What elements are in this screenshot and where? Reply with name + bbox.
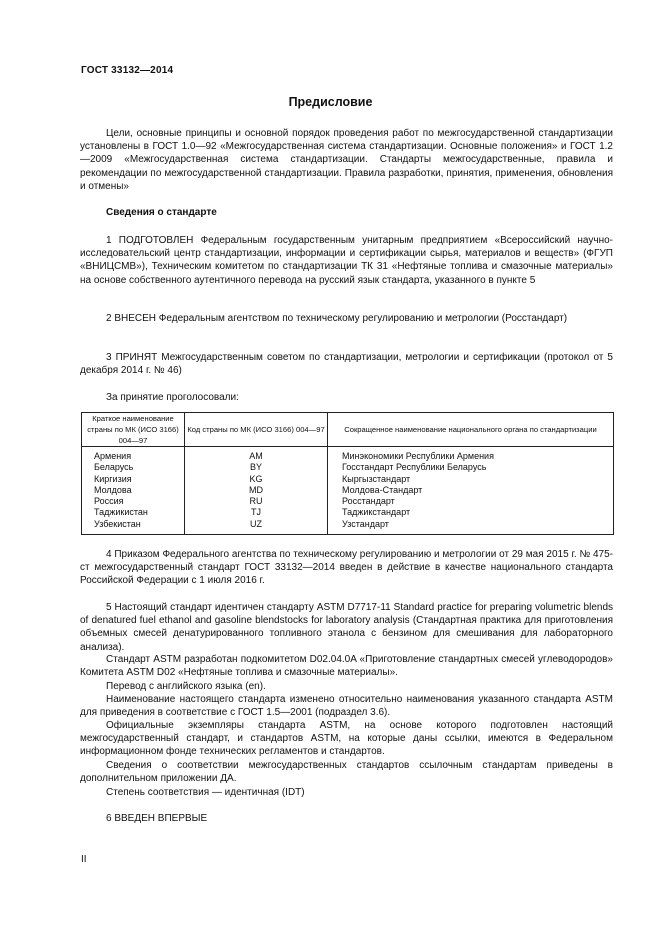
country-code: AM [249, 451, 263, 461]
table-header-row [82, 413, 614, 447]
country-name: Узбекистан [94, 518, 141, 529]
country-name: Беларусь [94, 462, 134, 473]
intro-paragraph: Цели, основные принципы и основной порядок проведения работ по межгосударственной стандартизации установлены в ГОСТ 1.0—92 «Межгосударственная система стандартизации. Основные положения» и ГОСТ 1.2—2009 «Межгосударственная система стандартизации. Стандарты межгосударственные, правила и рекомендации по межгосударственной стандартизации. Правила разработки, принятия, применения, обновления и отмены» [80, 128, 613, 192]
country-code: UZ [250, 518, 262, 529]
table-row [82, 447, 614, 535]
item-3-paragraph: 3 ПРИНЯТ Межгосударственным советом по стандартизации, метрологии и сертификации (протокол от 5 декабря 2014 г. № 46) [80, 352, 613, 377]
country-code: BY [249, 462, 262, 473]
item-5-references: Сведения о соответствии межгосударственных стандартов ссылочным стандартам приведены в дополнительном приложении ДА. [80, 760, 613, 785]
country-name: Таджикистан [94, 507, 148, 518]
vote-label: За принятие проголосовали: [106, 392, 239, 403]
code-cell [185, 447, 328, 535]
voting-table [81, 412, 614, 535]
country-code: RU [249, 496, 263, 507]
header-body: Сокращенное наименование национального органа по стандартизации [328, 413, 614, 447]
standards-body: Кыргызстандарт [342, 473, 411, 484]
page-title: Предисловие [288, 95, 373, 109]
standards-body: Узстандарт [342, 518, 389, 529]
country-name: Армения [94, 451, 132, 461]
item-5-subcommittee: Стандарт ASTM разработан подкомитетом D02.04.0A «Приготовление стандартных смесей углеводородов» Комитета ASTM D02 «Нефтяные топлива и смазочные материалы». [80, 654, 613, 679]
country-code: KG [249, 473, 263, 484]
standards-body: Госстандарт Республики Беларусь [342, 462, 487, 473]
item-5-name-change: Наименование настоящего стандарта изменено относительно наименования указанного стандарта ASTM для приведения в соответствие с ГОСТ 1.5—2001 (подраздел 3.6). [80, 694, 613, 719]
item-6-paragraph: 6 ВВЕДЕН ВПЕРВЫЕ [106, 813, 208, 824]
item-4-paragraph: 4 Приказом Федерального агентства по техническому регулированию и метрологии от 29 мая 2015 г. № 475-ст межгосударственный стандарт ГОСТ 33132—2014 введен в действие в качестве национального стандарта Российской Федерации с 1 июля 2016 г. [80, 549, 613, 587]
country-code: MD [249, 484, 263, 495]
country-name: Россия [94, 496, 124, 507]
section-title: Сведения о стандарте [106, 207, 217, 218]
header-country: Краткое наименование страны по МК (ИСО 3166) 004—97 [82, 413, 185, 447]
country-code: TJ [251, 507, 261, 518]
country-name: Киргизия [94, 473, 132, 484]
item-5-official-copies: Официальные экземпляры стандарта ASTM, на основе которого подготовлен настоящий межгосударственный стандарт, и стандартов ASTM, на которые даны ссылки, имеются в Федеральном информационном фонде технических регламентов и стандартов. [80, 720, 613, 758]
item-5-conformity: Степень соответствия — идентичная (IDT) [106, 787, 305, 798]
country-name: Молдова [94, 484, 132, 495]
document-header: ГОСТ 33132—2014 [81, 65, 174, 76]
item-5-translation: Перевод с английского языка (en). [106, 681, 266, 692]
standards-body: Росстандарт [342, 496, 395, 507]
country-cell [82, 447, 185, 535]
item-2-paragraph: 2 ВНЕСЕН Федеральным агентством по техническому регулированию и метрологии (Росстандарт) [106, 313, 568, 324]
standards-body: Молдова-Стандарт [342, 484, 423, 495]
item-1-paragraph: 1 ПОДГОТОВЛЕН Федеральным государственным унитарным предприятием «Всероссийский научно-исследовательский центр стандартизации, информации и сертификации сырья, материалов и веществ» (ФГУП «ВНИЦСМВ»), Техническим комитетом по стандартизации ТК 31 «Нефтяные топлива и смазочные материалы» на основе собственного аутентичного перевода на русский язык стандарта, указанного в пункте 5 [80, 235, 613, 286]
standards-body: Минэкономики Республики Армения [342, 451, 494, 461]
item-5-paragraph: 5 Настоящий стандарт идентичен стандарту ASTM D7717-11 Standard practice for preparing volumetric blends of denatured fuel ethanol and gasoline blendstocks for laboratory analysis (Стандартная практика для приготовления объемных смесей денатурированного топливного этанола с бензином для смешивания для лабораторного анализа). [80, 602, 613, 653]
page-number: II [81, 854, 87, 865]
body-cell [328, 447, 614, 535]
header-code: Код страны по МК (ИСО 3166) 004—97 [185, 413, 328, 447]
standards-body: Таджикстандарт [342, 507, 411, 518]
